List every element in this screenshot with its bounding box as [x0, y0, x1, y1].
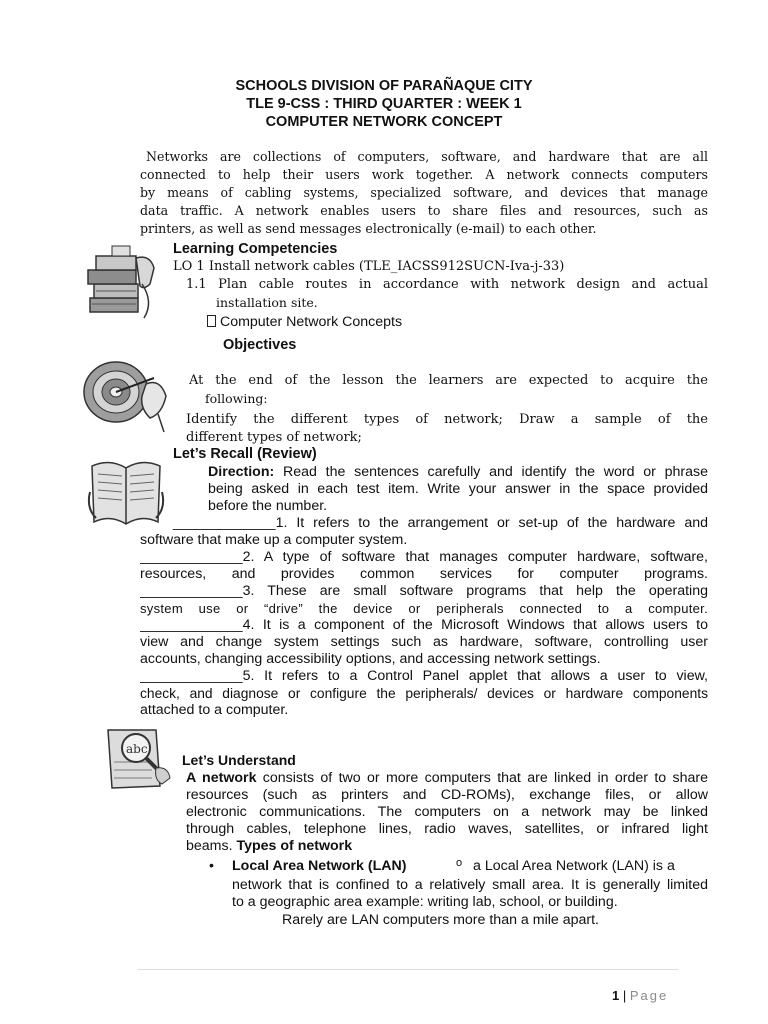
sub-bullet: o: [456, 857, 463, 869]
page-footer: [612, 988, 668, 1003]
network-text: through cables, telephone lines, radio waves, satellites, or infrared light: [186, 821, 708, 837]
intro-line: connected to help their users work together. A network connects computers: [140, 167, 708, 182]
lan-text: network that is confined to a relatively small area. It is generally limited: [232, 877, 708, 893]
question-line: attached to a computer.: [140, 702, 289, 718]
direction-text: Read the sentences carefully and identify the word or phrase: [274, 464, 708, 480]
objectives-line: Identify the different types of network; Draw a sample of the: [186, 412, 708, 427]
competency-item: 1.1 Plan cable routes in accordance with network design and actual: [186, 277, 708, 292]
network-text: electronic communications. The computers on a network may be linked: [186, 804, 708, 820]
question-line: _____________2. A type of software that manages computer hardware, software,: [140, 549, 708, 565]
books-icon: [84, 244, 166, 322]
intro-paragraph: [140, 148, 708, 238]
page-separator: |: [619, 988, 630, 1003]
direction-text: before the number.: [208, 498, 328, 514]
box-bullet-icon: [207, 315, 216, 327]
competency-lo: LO 1 Install network cables (TLE_IACSS912SUCN-Iva-j-33): [173, 259, 565, 274]
intro-line: data traffic. A network enables users to share files and resources, such as: [140, 203, 708, 218]
recall-direction: [208, 464, 708, 515]
question-line: _____________5. It refers to a Control Panel applet that allows a user to view,: [140, 668, 708, 684]
question-line: _____________1. It refers to the arrangement or set-up of the hardware and: [173, 515, 708, 531]
lan-term: Local Area Network (LAN): [232, 858, 407, 874]
question-line: accounts, changing accessibility options, and accessing network settings.: [140, 651, 601, 667]
lan-text: a Local Area Network (LAN) is a: [473, 858, 675, 874]
objectives-line: following:: [205, 391, 268, 406]
types-heading: Types of network: [236, 838, 353, 854]
intro-line: by means of cabling systems, specialized software, and devices that manage: [140, 185, 708, 200]
intro-line: Networks are collections of computers, software, and hardware that are all: [146, 149, 708, 164]
magnifier-icon: [102, 726, 174, 792]
svg-text:abc: abc: [126, 742, 148, 756]
network-text: resources (such as printers and CD-ROMs), exchange files, or allow: [186, 787, 708, 803]
question-line: _____________4. It is a component of the Microsoft Windows that allows users to: [140, 617, 708, 633]
question-line: system use or “drive” the device or peripherals connected to a computer.: [140, 601, 708, 616]
understand-heading: Let’s Understand: [182, 752, 296, 768]
question-line: view and change system settings such as hardware, software, controlling user: [140, 634, 708, 650]
header-line-3: COMPUTER NETWORK CONCEPT: [265, 114, 503, 130]
competency-item-cont: installation site.: [216, 295, 318, 310]
recall-heading: Let’s Recall (Review): [173, 446, 317, 462]
question-line: _____________3. These are small software programs that help the operating: [140, 583, 708, 599]
direction-text: being asked in each test item. Write your answer in the space provided: [208, 481, 708, 497]
recall-questions: [140, 515, 708, 719]
competencies-heading: Learning Competencies: [173, 241, 338, 257]
network-paragraph: [186, 770, 708, 855]
question-line: check, and diagnose or configure the peripherals/ devices or hardware components: [140, 686, 708, 701]
competency-subitem-label: Computer Network Concepts: [216, 314, 403, 330]
bullet: •: [209, 858, 214, 874]
page-label: Page: [629, 988, 669, 1003]
network-term: A network: [186, 770, 257, 786]
objectives-line: different types of network;: [186, 430, 362, 445]
lan-paragraph: [232, 877, 708, 911]
lan-text: Rarely are LAN computers more than a mile apart.: [282, 912, 599, 928]
page-number: 1: [612, 988, 620, 1003]
intro-line: printers, as well as send messages electronically (e-mail) to each other.: [140, 221, 597, 236]
network-text: beams.: [186, 838, 237, 854]
question-line: software that make up a computer system.: [140, 532, 408, 548]
footer-divider: [138, 969, 678, 970]
header-line-1: SCHOOLS DIVISION OF PARAÑAQUE CITY: [235, 78, 533, 94]
direction-label: Direction:: [208, 464, 275, 480]
header-line-2: TLE 9-CSS : THIRD QUARTER : WEEK 1: [246, 96, 522, 112]
objectives-line: At the end of the lesson the learners are expected to acquire the: [189, 373, 708, 388]
lan-text: to a geographic area example: writing lab, school, or building.: [232, 894, 618, 910]
network-text: consists of two or more computers that are linked in order to share: [256, 770, 708, 786]
competency-subitem: [207, 314, 402, 330]
objectives-heading: Objectives: [223, 337, 297, 353]
target-icon: [80, 356, 176, 436]
question-line: resources, and provides common services for computer programs.: [140, 566, 708, 582]
